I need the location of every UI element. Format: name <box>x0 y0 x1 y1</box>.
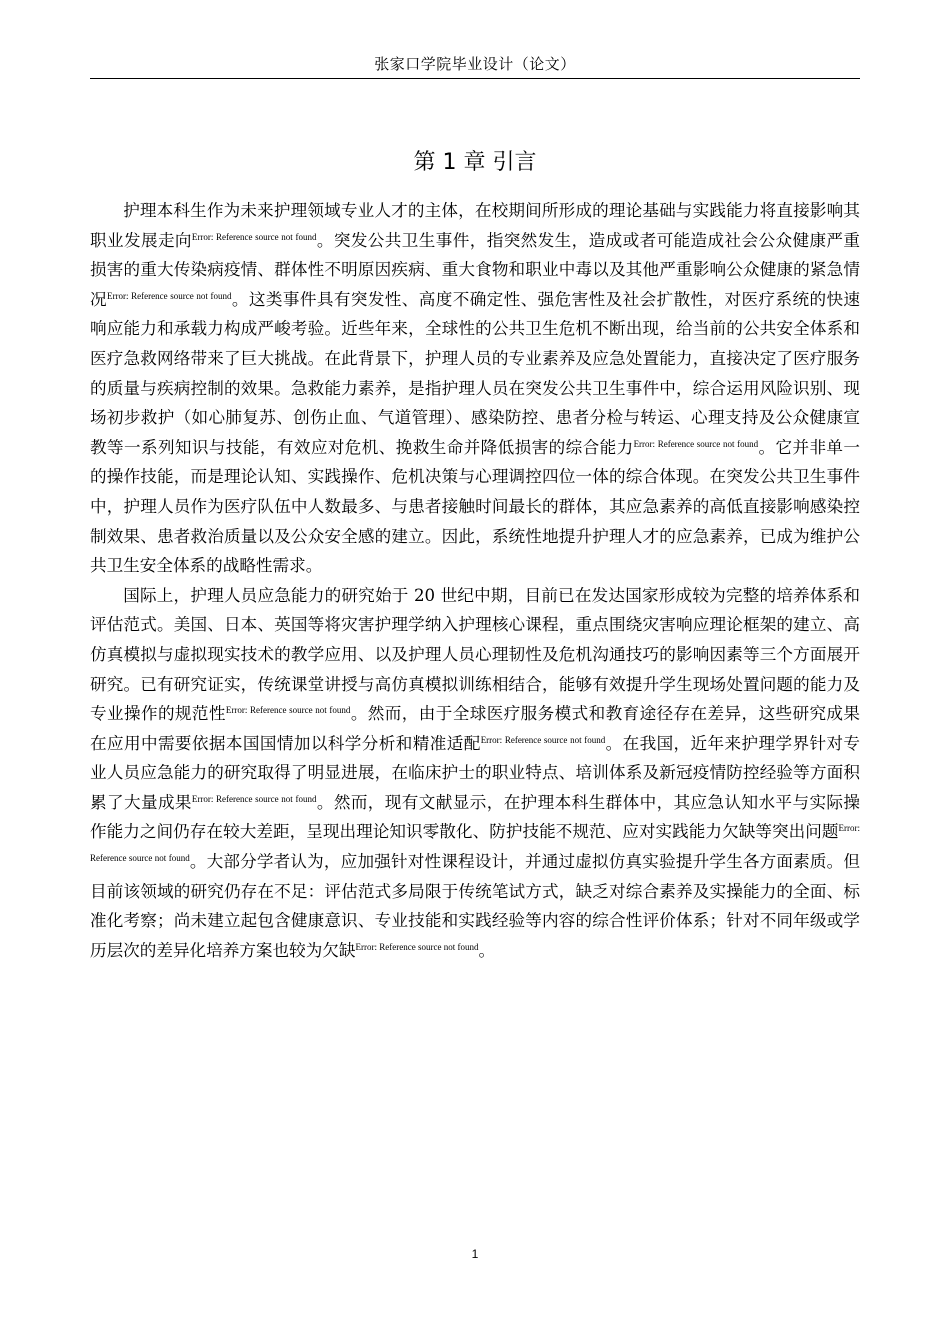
paragraph-2 <box>90 581 860 966</box>
paragraph-text: 。突发公共卫生事件，指突然发生，造成或者可能造成社会公众健康严重损害的重大传染病疫情、群体性不明原因疾病、重大食物和职业中毒以及其他严重影响公众健康的紧急情况 <box>90 230 861 309</box>
paragraph-text: 。它并非单一的操作技能，而是理论认知、实践操作、危机决策与心理调控四位一体的综合体现。在突发公共卫生事件中，护理人员作为医疗队伍中人数最多、与患者接触时间最长的群体，其应急素养的高低直接影响感染控制效果、患者救治质量以及公众安全感的建立。因此，系统性地提升护理人才的应急素养，已成为维护公共卫生安全体系的战略性需求。 <box>90 437 861 576</box>
reference-error: Error: Reference source not found <box>355 941 479 952</box>
chapter-title: 第 1 章 引言 <box>413 150 537 175</box>
paragraph-text: 。 <box>478 940 496 960</box>
paragraph-text: 。在我国，近年来护理学界针对专业人员应急能力的研究取得了明显进展，在临床护士的职业特点、培训体系及新冠疫情防控经验等方面积累了大量成果 <box>90 733 861 812</box>
page-header <box>90 50 860 79</box>
paragraph-text: 护理本科生作为未来护理领域专业人才的主体，在校期间所形成的理论基础与实践能力将直接影响其职业发展走向 <box>90 201 860 250</box>
reference-error: Error: Reference source not found <box>633 438 759 449</box>
paragraph-text: 。然而，由于全球医疗服务模式和教育途径存在差异，这些研究成果在应用中需要依据本国国情加以科学分析和精准适配 <box>90 704 861 753</box>
reference-error: Error: Reference source not found <box>107 290 232 301</box>
page-number: 1 <box>471 1247 479 1261</box>
paragraph-text: 。这类事件具有突发性、高度不确定性、强危害性及社会扩散性，对医疗系统的快速响应能力和承载力构成严峻考验。近些年来，全球性的公共卫生危机不断出现，给当前的公共安全体系和医疗急救网络带来了巨大挑战。在此背景下，护理人员的专业素养及应急处置能力，直接决定了医疗服务的质量与疾病控制的效果。急救能力素养，是指护理人员在突发公共卫生事件中，综合运用风险识别、现场初步救护（如心肺复苏、创伤止血、气道管理）、感染防控、患者分检与转运、心理支持及公众健康宣教等一系列知识与技能，有效应对危机、挽救生命并降低损害的综合能力 <box>90 289 861 457</box>
paragraph-text: 国际上，护理人员应急能力的研究始于 20 世纪中期，目前已在发达国家形成较为完整的培养体系和评估范式。美国、日本、英国等将灾害护理学纳入护理核心课程，重点围绕灾害响应理论框架的建立、高仿真模拟与虚拟现实技术的教学应用、以及护理人员心理韧性及危机沟通技巧的影响因素等三个方面展开研究。已有研究证实，传统课堂讲授与高仿真模拟训练相结合，能够有效提升学生现场处置问题的能力及专业操作的规范性 <box>90 585 860 724</box>
reference-error: Error: Reference source not found <box>225 705 351 716</box>
reference-error: Error: Reference source not found <box>480 734 606 745</box>
body-text <box>90 196 860 965</box>
paragraph-text: 。然而，现有文献显示，在护理本科生群体中，其应急认知水平与实际操作能力之间仍存在较大差距，呈现出理论知识零散化、防护技能不规范、应对实践能力欠缺等突出问题 <box>90 792 861 842</box>
paragraph-text: 。大部分学者认为，应加强针对性课程设计，并通过虚拟仿真实验提升学生各方面素质。但目前该领域的研究仍存在不足：评估范式多局限于传统笔试方式，缺乏对综合素养及实操能力的全面、标准化考察；尚未建立起包含健康意识、专业技能和实践经验等内容的综合性评价体系；针对不同年级或学历层次的差异化培养方案也较为欠缺 <box>90 852 860 960</box>
reference-error: Error: Reference source not found <box>90 823 860 864</box>
reference-error: Error: Reference source not found <box>191 231 317 242</box>
reference-error: Error: Reference source not found <box>191 793 317 804</box>
header-title: 张家口学院毕业设计（论文） <box>374 55 576 73</box>
paragraph-1 <box>90 196 860 581</box>
